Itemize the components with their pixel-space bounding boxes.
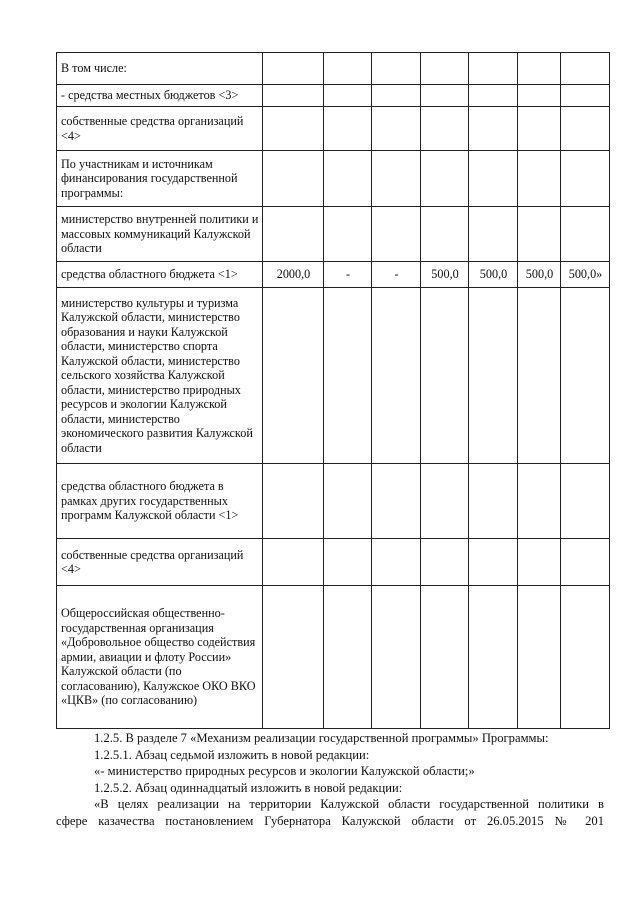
table-cell	[263, 539, 324, 586]
table-cell	[469, 539, 518, 586]
table-cell	[263, 464, 324, 539]
table-row	[57, 107, 610, 151]
table-cell	[263, 586, 324, 729]
table-cell	[324, 107, 372, 151]
table-cell	[561, 464, 610, 539]
table-cell	[263, 53, 324, 85]
table-cell	[372, 151, 421, 207]
financing-table	[56, 52, 610, 729]
table-cell	[518, 53, 561, 85]
table-cell: 2000,0	[263, 262, 324, 288]
table-cell	[518, 288, 561, 464]
table-cell	[561, 539, 610, 586]
row-label: средства областного бюджета в рамках других государственных программ Калужской области <1>	[57, 464, 263, 539]
table-cell	[561, 586, 610, 729]
table-cell	[518, 107, 561, 151]
table-row	[57, 85, 610, 107]
table-row	[57, 207, 610, 262]
table-cell: 500,0»	[561, 262, 610, 288]
table-cell	[421, 53, 469, 85]
table-cell	[518, 586, 561, 729]
table-cell	[421, 464, 469, 539]
table-cell	[561, 85, 610, 107]
table-cell: -	[372, 262, 421, 288]
table-cell	[561, 207, 610, 262]
table-row	[57, 53, 610, 85]
paragraph-1-2-5: 1.2.5. В разделе 7 «Механизм реализации государственной программы» Программы:	[94, 731, 549, 745]
table-row	[57, 151, 610, 207]
table-cell	[324, 53, 372, 85]
table-cell: 500,0	[421, 262, 469, 288]
table-row	[57, 586, 610, 729]
table-cell	[561, 107, 610, 151]
table-cell	[518, 539, 561, 586]
table-row	[57, 288, 610, 464]
table-cell	[518, 85, 561, 107]
row-label: министерство культуры и туризма Калужской области, министерство образования и науки Калужской области, министерство спорта Калужской области, министерство сельского хозяйства Калужской области, министерство природных ресурсов и экологии Калужской области, министерство экономического развития Калужской области	[57, 288, 263, 464]
paragraph-1-2-5-2: 1.2.5.2. Абзац одиннадцатый изложить в новой редакции:	[94, 780, 403, 795]
table-cell	[469, 464, 518, 539]
table-cell: 500,0	[469, 262, 518, 288]
row-label: собственные средства организаций <4>	[57, 539, 263, 586]
table-row	[57, 539, 610, 586]
table-cell	[372, 107, 421, 151]
paragraph-kazachestvo-line-1: «В целях реализации на территории Калужской области государственной политики в	[94, 797, 604, 811]
table-body	[57, 53, 610, 729]
table-cell	[561, 151, 610, 207]
table-cell	[421, 107, 469, 151]
table-cell	[263, 85, 324, 107]
table-cell	[263, 107, 324, 151]
table-cell	[421, 539, 469, 586]
table-cell	[324, 85, 372, 107]
table-cell	[372, 539, 421, 586]
row-label: - средства местных бюджетов <3>	[57, 85, 263, 107]
table-cell	[561, 53, 610, 85]
table-cell: 500,0	[518, 262, 561, 288]
table-cell	[518, 207, 561, 262]
table-cell	[469, 53, 518, 85]
paragraph-quote-ministry: «- министерство природных ресурсов и экологии Калужской области;»	[94, 764, 475, 778]
table-cell	[372, 53, 421, 85]
table-cell	[421, 85, 469, 107]
table-cell	[469, 151, 518, 207]
table-cell	[518, 151, 561, 207]
row-label: собственные средства организаций <4>	[57, 107, 263, 151]
table-cell	[561, 288, 610, 464]
paragraph-kazachestvo-line-2: сфере казачества постановлением Губернатора Калужской области от 26.05.2015 № 201	[56, 813, 604, 828]
row-label: По участникам и источникам финансирования государственной программы:	[57, 151, 263, 207]
table-cell	[324, 288, 372, 464]
table-cell	[372, 288, 421, 464]
table-cell	[324, 151, 372, 207]
table-cell	[421, 151, 469, 207]
table-cell	[469, 288, 518, 464]
table-cell	[421, 207, 469, 262]
table-cell	[263, 288, 324, 464]
table-row	[57, 464, 610, 539]
row-label: средства областного бюджета <1>	[57, 262, 263, 288]
table-cell	[372, 207, 421, 262]
table-cell	[469, 586, 518, 729]
table-cell	[518, 464, 561, 539]
table-cell	[469, 85, 518, 107]
row-label: министерство внутренней политики и массовых коммуникаций Калужской области	[57, 207, 263, 262]
table-cell: -	[324, 262, 372, 288]
table-cell	[263, 207, 324, 262]
table-cell	[372, 464, 421, 539]
paragraph-1-2-5-1: 1.2.5.1. Абзац седьмой изложить в новой редакции:	[94, 747, 370, 762]
row-label: Общероссийская общественно-государственная организация «Добровольное общество содействия армии, авиации и флоту России» Калужской области (по согласованию), Калужское ОКО ВКО «ЦКВ» (по согласованию)	[57, 586, 263, 729]
table-cell	[324, 539, 372, 586]
table-cell	[372, 85, 421, 107]
table-cell	[421, 586, 469, 729]
table-cell	[324, 464, 372, 539]
table-cell	[372, 586, 421, 729]
table-cell	[469, 107, 518, 151]
table-cell	[324, 586, 372, 729]
table-cell	[421, 288, 469, 464]
table-cell	[324, 207, 372, 262]
table-row	[57, 262, 610, 288]
table-cell	[469, 207, 518, 262]
body-text	[56, 730, 604, 829]
table-cell	[263, 151, 324, 207]
row-label: В том числе:	[57, 53, 263, 85]
